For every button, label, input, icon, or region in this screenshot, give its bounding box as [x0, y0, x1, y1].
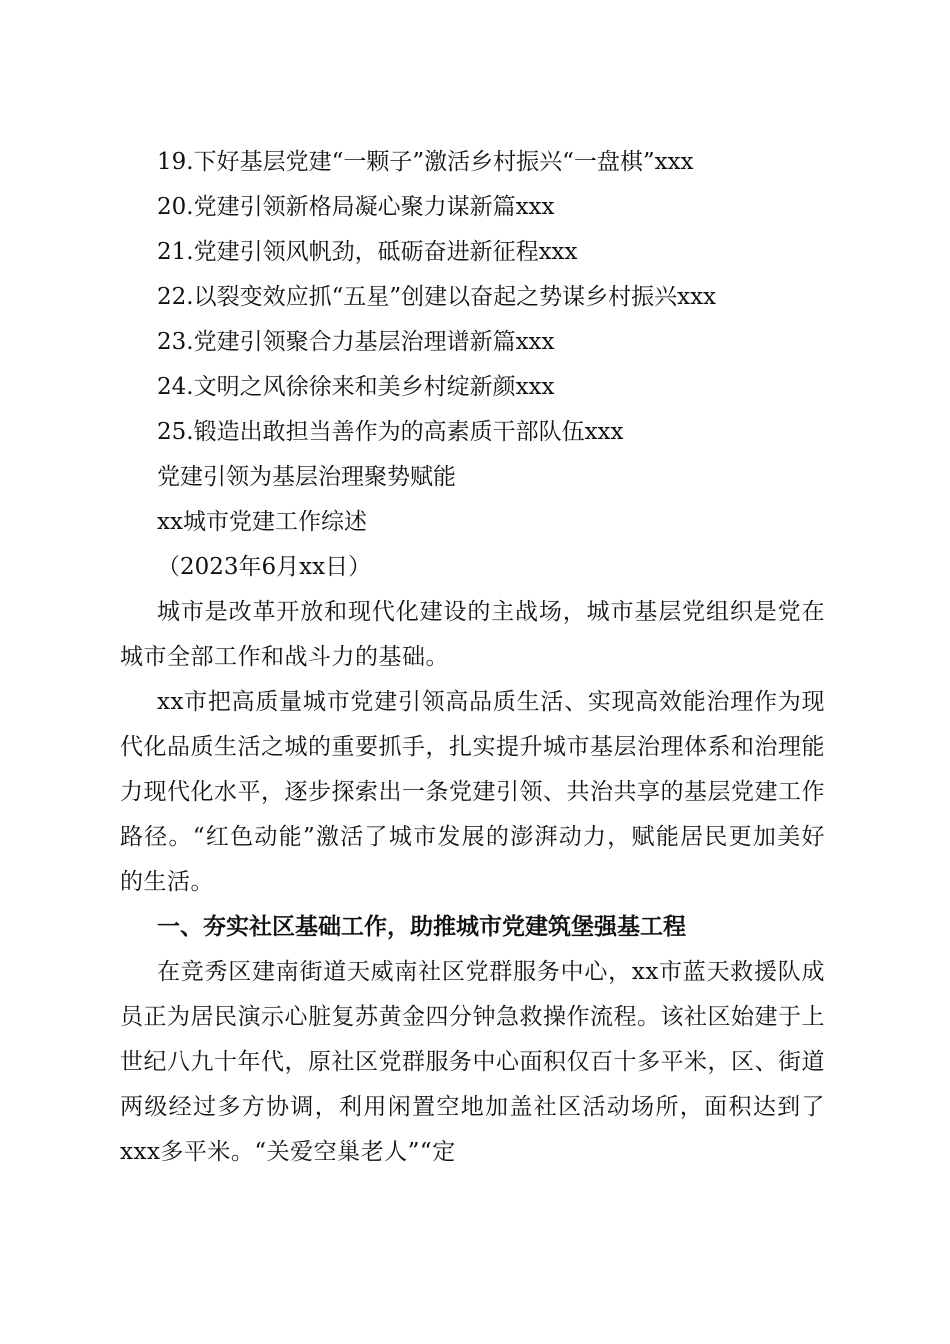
toc-item-20: 20.党建引领新格局凝心聚力谋新篇xxx: [157, 194, 555, 220]
article-subtitle: xx城市党建工作综述: [157, 509, 367, 535]
toc-item-19: 19.下好基层党建“一颗子”激活乡村振兴“一盘棋”xxx: [157, 149, 694, 175]
document-body: [120, 140, 825, 1175]
section-heading: 一、夯实社区基础工作，助推城市党建筑堡强基工程: [157, 914, 686, 940]
body-paragraph-1: 城市是改革开放和现代化建设的主战场，城市基层党组织是党在城市全部工作和战斗力的基础。: [120, 599, 825, 670]
section-paragraph: 在竞秀区建南街道天威南社区党群服务中心，xx市蓝天救援队成员正为居民演示心脏复苏黄金四分钟急救操作流程。该社区始建于上世纪八九十年代，原社区党群服务中心面积仅百十多平米，区、街道两级经过多方协调，利用闲置空地加盖社区活动场所，面积达到了xxx多平米。“关爱空巢老人”“定: [120, 959, 825, 1165]
toc-item-23: 23.党建引领聚合力基层治理谱新篇xxx: [157, 329, 555, 355]
toc-item-22: 22.以裂变效应抓“五星”创建以奋起之势谋乡村振兴xxx: [157, 284, 717, 310]
article-title: 党建引领为基层治理聚势赋能: [157, 464, 456, 490]
toc-item-25: 25.锻造出敢担当善作为的高素质干部队伍xxx: [157, 419, 624, 445]
toc-item-24: 24.文明之风徐徐来和美乡村绽新颜xxx: [157, 374, 555, 400]
body-paragraph-2: xx市把高质量城市党建引领高品质生活、实现高效能治理作为现代化品质生活之城的重要抓手，扎实提升城市基层治理体系和治理能力现代化水平，逐步探索出一条党建引领、共治共享的基层党建工作路径。“红色动能”激活了城市发展的澎湃动力，赋能居民更加美好的生活。: [120, 689, 825, 895]
article-date: （2023年6月xx日）: [157, 554, 372, 580]
toc-item-21: 21.党建引领风帆劲，砥砺奋进新征程xxx: [157, 239, 578, 265]
